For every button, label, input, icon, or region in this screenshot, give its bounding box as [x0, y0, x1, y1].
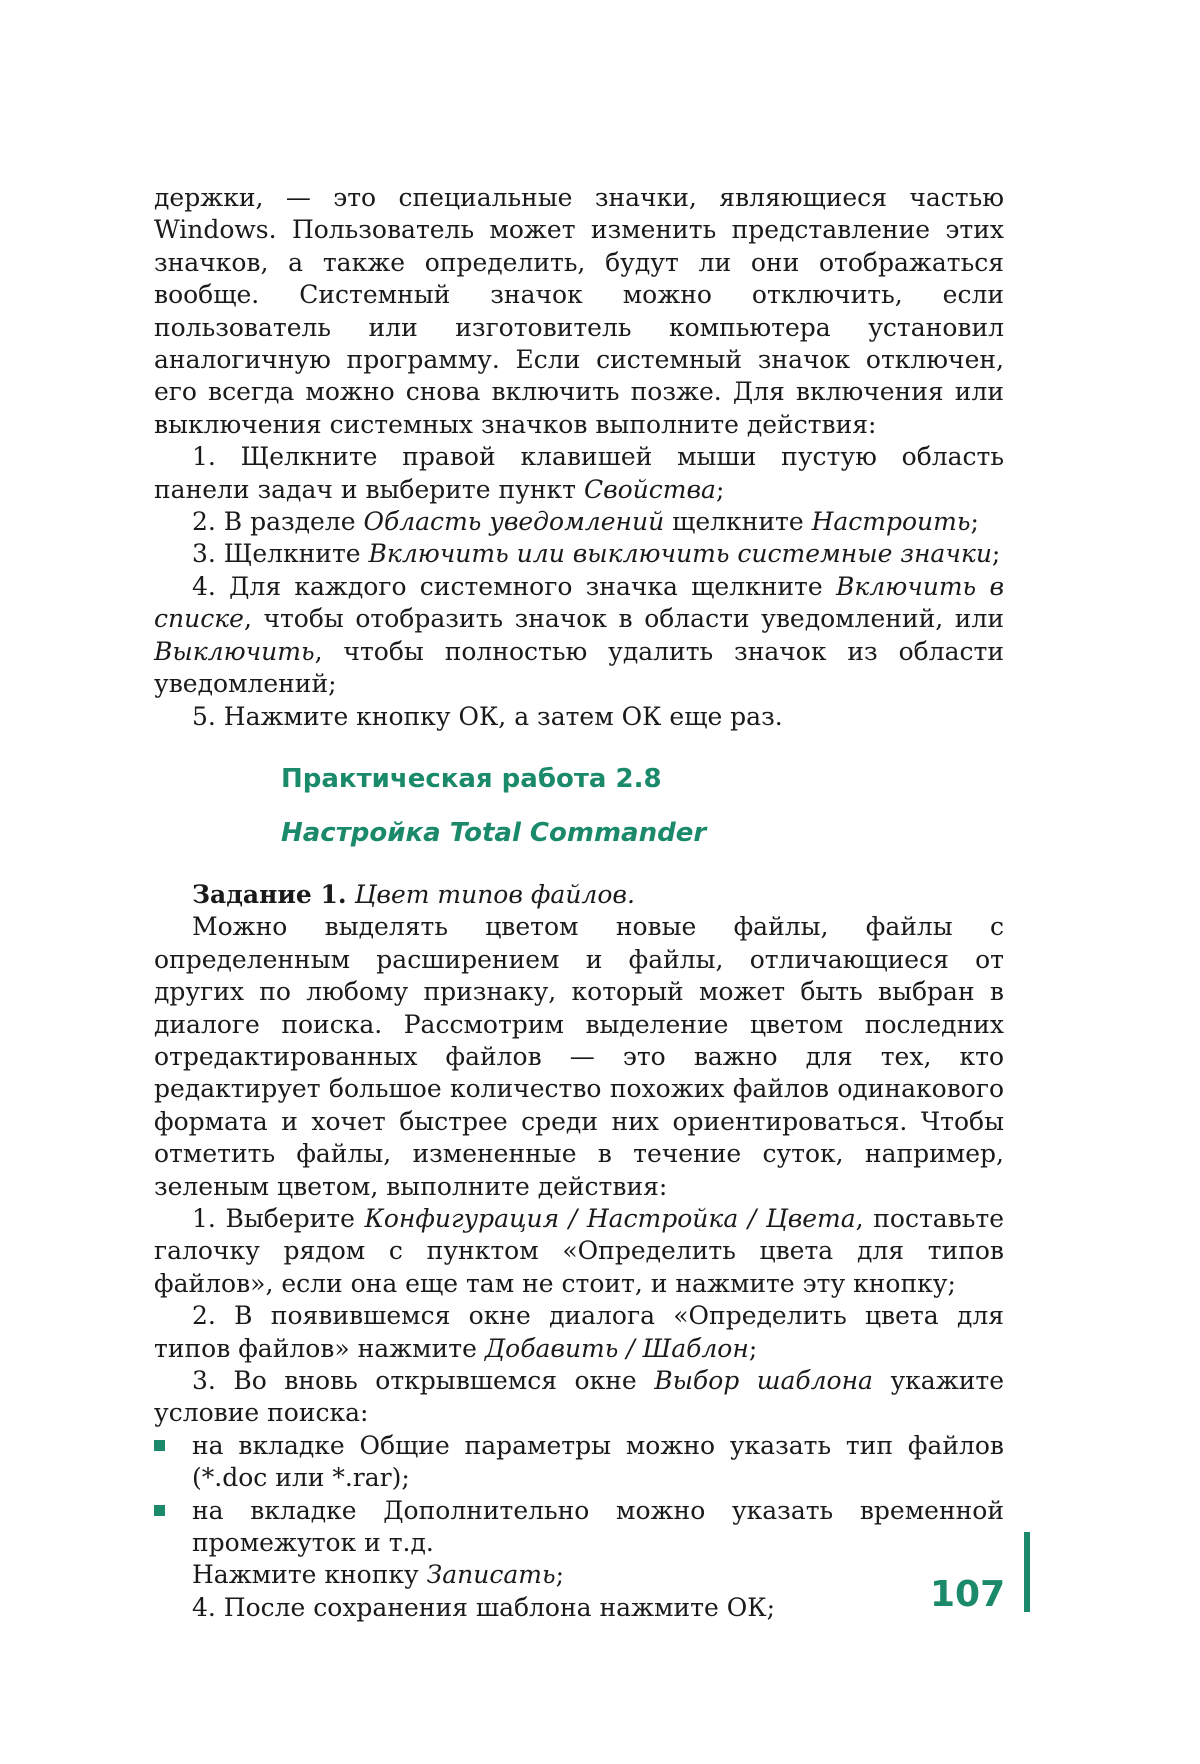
- intro-step-1: 1. Щелкните правой клавишей мыши пустую область панели задач и выберите пункт Свойства;: [154, 442, 1004, 504]
- intro-step-2: 2. В разделе Область уведомлений щелкните Настроить;: [192, 507, 979, 537]
- task1-label: Задание 1.: [192, 879, 347, 909]
- square-bullet-icon: [154, 1440, 165, 1451]
- list-item: на вкладке Дополнительно можно указать временной промежуток и т.д.: [154, 1495, 1004, 1560]
- page-body: [154, 182, 1004, 1624]
- square-bullet-icon: [154, 1505, 165, 1516]
- search-condition-list: [154, 1430, 1004, 1560]
- task1-step-4: 4. После сохранения шаблона нажмите ОК;: [192, 1592, 775, 1622]
- section-title: Практическая работа 2.8: [281, 763, 662, 794]
- intro-step-5: 5. Нажмите кнопку ОК, а затем ОК еще раз.: [192, 701, 783, 731]
- task1-heading: [154, 879, 1004, 911]
- intro-paragraph: держки, — это специальные значки, являющиеся частью Windows. Пользователь может изменить представление этих значков, а также определить, будут ли они отображаться вообще. Системный значок можно отключить, если пользователь или изготовитель компьютера установил аналогичную программу. Если системный значок отключен, его всегда можно снова включить позже. Для включения или выключения системных значков выполните действия:: [154, 183, 1004, 439]
- intro-step-4: 4. Для каждого системного значка щелкните Включить в списке, чтобы отобразить значок в области уведомлений, или Выключить, чтобы полностью удалить значок из области уведомлений;: [154, 571, 1004, 699]
- task1-step-2: 2. В появившемся окне диалога «Определить цвета для типов файлов» нажмите Добавить / Шаблон;: [154, 1301, 1004, 1363]
- intro-step-3: 3. Щелкните Включить или выключить системные значки;: [192, 539, 1001, 569]
- list-item: на вкладке Общие параметры можно указать тип файлов (*.doc или *.rar);: [154, 1430, 1004, 1495]
- page-number: 107: [930, 1574, 1006, 1615]
- task1-step-3: 3. Во вновь открывшемся окне Выбор шаблона укажите условие поиска:: [154, 1366, 1004, 1428]
- task1-paragraph: Можно выделять цветом новые файлы, файлы с определенным расширением и файлы, отличающиеся от других по любому признаку, который может быть выбран в диалоге поиска. Рассмотрим выделение цветом последних отредактированных файлов — это важно для тех, кто редактирует большое количество похожих файлов одинакового формата и хочет быстрее среди них ориентироваться. Чтобы отметить файлы, измененные в течение суток, например, зеленым цветом, выполните действия:: [154, 912, 1004, 1201]
- section-subtitle: Настройка Total Commander: [281, 817, 707, 848]
- page-number-rule: [1024, 1532, 1030, 1612]
- task1-press-save: Нажмите кнопку Записать;: [192, 1560, 565, 1590]
- task1-step-1: 1. Выберите Конфигурация / Настройка / Цвета, поставьте галочку рядом с пунктом «Определить цвета для типов файлов», если она еще там не стоит, и нажмите эту кнопку;: [154, 1203, 1004, 1298]
- task1-title: Цвет типов файлов.: [346, 879, 635, 909]
